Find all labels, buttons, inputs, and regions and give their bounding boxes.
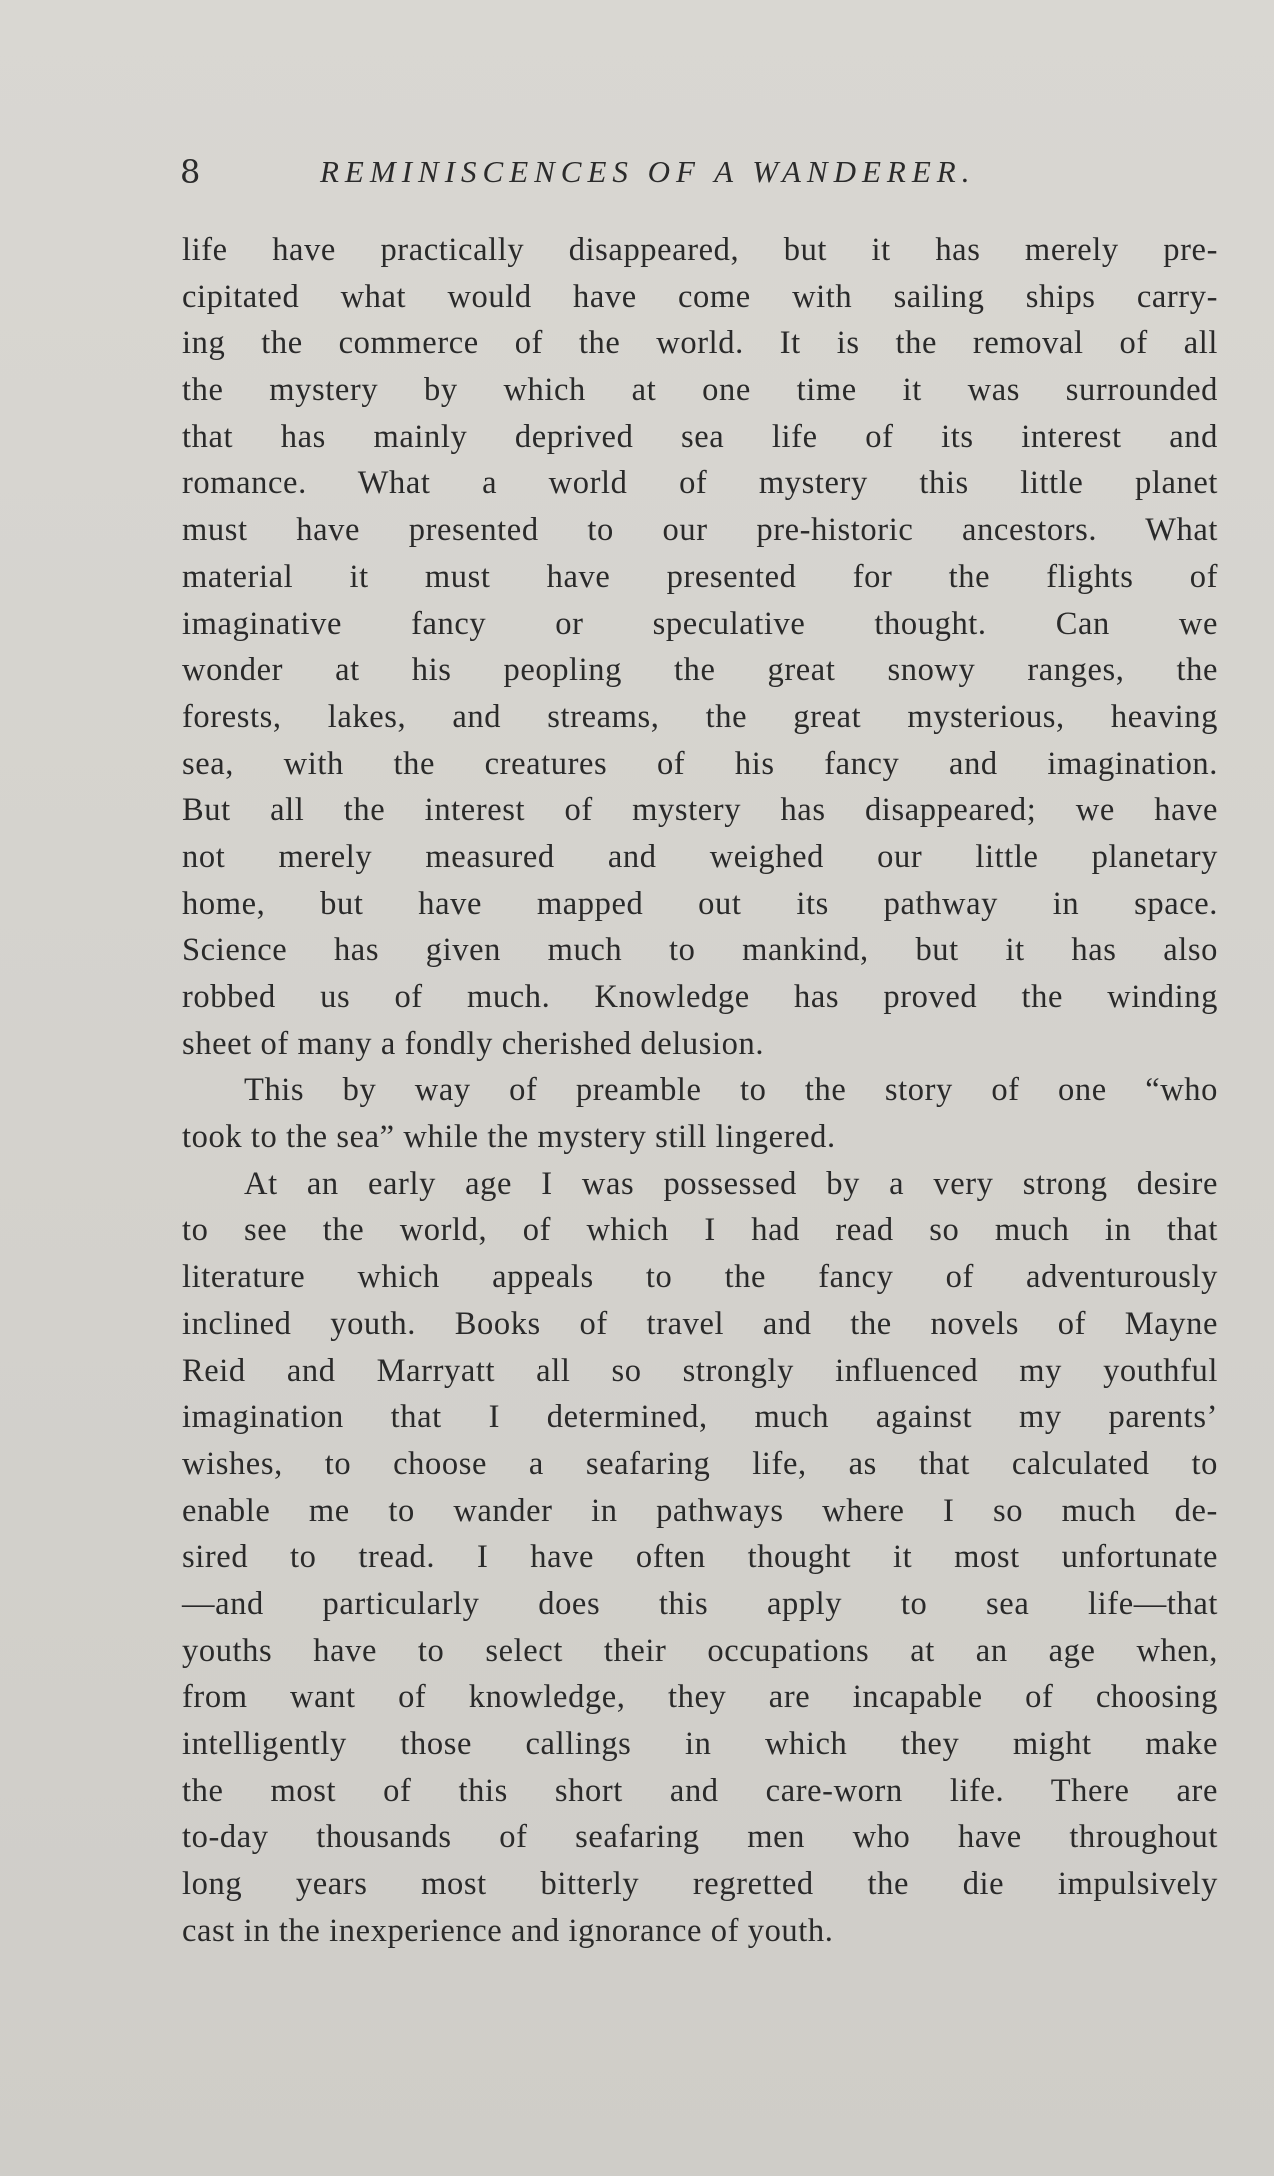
text-line: wonder at his peopling the great snowy ranges, the	[182, 652, 1218, 689]
text-line: from want of knowledge, they are incapable of choosing	[182, 1679, 1218, 1716]
running-title: REMINISCENCES OF A WANDERER.	[320, 154, 976, 189]
text-line: robbed us of much. Knowledge has proved the winding	[182, 979, 1218, 1015]
text-line: enable me to wander in pathways where I so much de-	[182, 1492, 1218, 1529]
text-line: sheet of many a fondly cherished delusion.	[182, 1025, 765, 1062]
running-head	[180, 150, 1100, 194]
text-line: But all the interest of mystery has disappeared; we have	[182, 792, 1218, 829]
text-line: intelligently those callings in which they might make	[182, 1726, 1218, 1762]
text-line: not merely measured and weighed our little planetary	[182, 838, 1218, 875]
text-line: —and particularly does this apply to sea life—that	[182, 1585, 1218, 1622]
text-line: the mystery by which at one time it was surrounded	[182, 372, 1218, 409]
text-line: forests, lakes, and streams, the great mysterious, heaving	[182, 698, 1218, 735]
text-line: inclined youth. Books of travel and the novels of Mayne	[182, 1305, 1218, 1342]
text-line: ing the commerce of the world. It is the removal of all	[182, 325, 1218, 362]
text-line: This by way of preamble to the story of one “who	[244, 1072, 1218, 1109]
text-line: wishes, to choose a seafaring life, as that calculated to	[182, 1445, 1218, 1482]
text-line: that has mainly deprived sea life of its interest and	[182, 418, 1218, 455]
text-line: youths have to select their occupations at an age when,	[182, 1632, 1218, 1669]
paragraph-2	[182, 1067, 1218, 1160]
text-line: At an early age I was possessed by a very strong desire	[244, 1165, 1218, 1202]
text-line: life have practically disappeared, but it has merely pre-	[182, 232, 1218, 268]
text-line: to-day thousands of seafaring men who have throughout	[182, 1819, 1218, 1856]
text-line: the most of this short and care-worn life. There are	[182, 1772, 1218, 1809]
page-number: 8	[180, 153, 201, 191]
paragraph-3	[182, 1161, 1218, 1955]
text-line: imagination that I determined, much against my parents’	[182, 1399, 1218, 1436]
text-line: imaginative fancy or speculative thought. Can we	[182, 605, 1218, 642]
paragraph-1	[182, 227, 1218, 1067]
text-line: sea, with the creatures of his fancy and imagination.	[182, 745, 1218, 782]
body-text	[182, 227, 1218, 1954]
text-line: must have presented to our pre-historic ancestors. What	[182, 512, 1218, 549]
text-line: took to the sea” while the mystery still lingered.	[182, 1119, 836, 1156]
text-line: cast in the inexperience and ignorance of youth.	[182, 1912, 834, 1949]
text-line: to see the world, of which I had read so much in that	[182, 1212, 1218, 1249]
text-line: home, but have mapped out its pathway in space.	[182, 885, 1218, 922]
text-line: Science has given much to mankind, but it has also	[182, 932, 1218, 969]
text-line: sired to tread. I have often thought it most unfortunate	[182, 1539, 1218, 1576]
text-line: Reid and Marryatt all so strongly influenced my youthful	[182, 1352, 1218, 1389]
text-line: long years most bitterly regretted the die impulsively	[182, 1866, 1218, 1903]
text-line: material it must have presented for the flights of	[182, 558, 1218, 595]
text-line: romance. What a world of mystery this little planet	[182, 465, 1218, 502]
text-line: cipitated what would have come with sailing ships carry-	[182, 278, 1218, 315]
text-line: literature which appeals to the fancy of adventurously	[182, 1259, 1218, 1296]
